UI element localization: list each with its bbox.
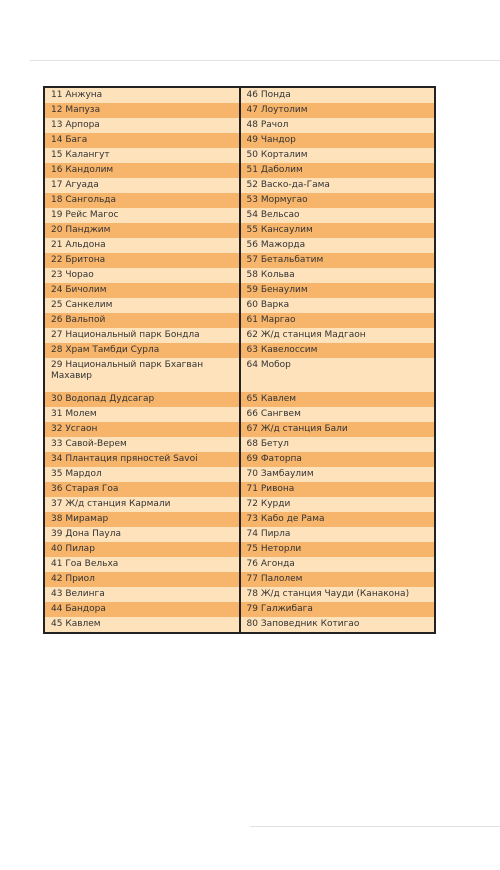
place-cell-left: 12 Мапуза <box>44 103 240 118</box>
table-row <box>44 437 435 452</box>
place-cell-right: 78 Ж/д станция Чауди (Канакона) <box>240 587 436 602</box>
place-cell-left: 44 Бандора <box>44 602 240 617</box>
place-cell-left: 37 Ж/д станция Кармали <box>44 497 240 512</box>
place-cell-left: 11 Анжуна <box>44 87 240 103</box>
place-cell-left: 20 Панджим <box>44 223 240 238</box>
table-row <box>44 87 435 103</box>
place-cell-left: 30 Водопад Дудсагар <box>44 392 240 407</box>
place-cell-left: 21 Альдона <box>44 238 240 253</box>
place-cell-right: 52 Васко-да-Гама <box>240 178 436 193</box>
table-row <box>44 298 435 313</box>
place-cell-right: 49 Чандор <box>240 133 436 148</box>
place-cell-left: 28 Храм Тамбди Сурла <box>44 343 240 358</box>
table-row <box>44 407 435 422</box>
table-row <box>44 148 435 163</box>
table-row <box>44 358 435 392</box>
place-cell-right: 70 Замбаулим <box>240 467 436 482</box>
place-cell-right: 50 Корталим <box>240 148 436 163</box>
place-cell-right: 59 Бенаулим <box>240 283 436 298</box>
table-row <box>44 602 435 617</box>
table-row <box>44 238 435 253</box>
place-cell-right: 64 Мобор <box>240 358 436 392</box>
place-cell-right: 80 Заповедник Котигао <box>240 617 436 633</box>
table-row <box>44 392 435 407</box>
place-cell-left: 14 Бага <box>44 133 240 148</box>
place-cell-right: 71 Ривона <box>240 482 436 497</box>
table-row <box>44 497 435 512</box>
table-row <box>44 178 435 193</box>
places-table-body <box>44 87 435 633</box>
place-cell-right: 63 Кавелоссим <box>240 343 436 358</box>
place-cell-right: 69 Фаторпа <box>240 452 436 467</box>
place-cell-left: 19 Рейс Магос <box>44 208 240 223</box>
place-cell-right: 46 Понда <box>240 87 436 103</box>
table-row <box>44 268 435 283</box>
place-cell-left: 15 Калангут <box>44 148 240 163</box>
place-cell-left: 31 Молем <box>44 407 240 422</box>
place-cell-right: 72 Курди <box>240 497 436 512</box>
place-cell-left: 22 Бритона <box>44 253 240 268</box>
place-cell-right: 56 Мажорда <box>240 238 436 253</box>
place-cell-right: 67 Ж/д станция Бали <box>240 422 436 437</box>
table-row <box>44 133 435 148</box>
table-row <box>44 313 435 328</box>
place-cell-left: 24 Бичолим <box>44 283 240 298</box>
table-row <box>44 482 435 497</box>
place-cell-right: 58 Кольва <box>240 268 436 283</box>
place-cell-right: 65 Кавлем <box>240 392 436 407</box>
place-cell-right: 57 Бетальбатим <box>240 253 436 268</box>
place-cell-left: 36 Старая Гоа <box>44 482 240 497</box>
place-cell-left: 26 Вальпой <box>44 313 240 328</box>
table-row <box>44 223 435 238</box>
place-cell-left: 43 Велинга <box>44 587 240 602</box>
place-cell-left: 18 Сангольда <box>44 193 240 208</box>
place-cell-left: 41 Гоа Вельха <box>44 557 240 572</box>
place-cell-right: 62 Ж/д станция Мадгаон <box>240 328 436 343</box>
table-row <box>44 283 435 298</box>
place-cell-right: 75 Неторли <box>240 542 436 557</box>
place-cell-right: 73 Кабо де Рама <box>240 512 436 527</box>
table-row <box>44 208 435 223</box>
place-cell-left: 25 Санкелим <box>44 298 240 313</box>
table-row <box>44 557 435 572</box>
place-cell-right: 55 Кансаулим <box>240 223 436 238</box>
table-row <box>44 343 435 358</box>
table-row <box>44 163 435 178</box>
place-cell-right: 54 Вельсао <box>240 208 436 223</box>
places-table <box>43 86 436 634</box>
place-cell-right: 66 Сангвем <box>240 407 436 422</box>
bottom-divider <box>250 826 500 827</box>
table-row <box>44 572 435 587</box>
place-cell-right: 61 Маргао <box>240 313 436 328</box>
place-cell-left: 29 Национальный парк Бхагван Махавир <box>44 358 240 392</box>
place-cell-left: 38 Мирамар <box>44 512 240 527</box>
place-cell-right: 53 Мормугао <box>240 193 436 208</box>
place-cell-right: 74 Пирла <box>240 527 436 542</box>
top-divider <box>30 60 500 61</box>
place-cell-left: 23 Чорао <box>44 268 240 283</box>
table-row <box>44 253 435 268</box>
place-cell-left: 40 Пилар <box>44 542 240 557</box>
place-cell-right: 60 Варка <box>240 298 436 313</box>
place-cell-left: 27 Национальный парк Бондла <box>44 328 240 343</box>
table-row <box>44 587 435 602</box>
place-cell-left: 16 Кандолим <box>44 163 240 178</box>
table-row <box>44 422 435 437</box>
place-cell-right: 68 Бетул <box>240 437 436 452</box>
place-cell-left: 35 Мардол <box>44 467 240 482</box>
place-cell-left: 45 Кавлем <box>44 617 240 633</box>
place-cell-left: 34 Плантация пряностей Savoi <box>44 452 240 467</box>
place-cell-left: 39 Дона Паула <box>44 527 240 542</box>
place-cell-left: 33 Савой-Верем <box>44 437 240 452</box>
place-cell-right: 79 Галжибага <box>240 602 436 617</box>
table-row <box>44 452 435 467</box>
table-row <box>44 103 435 118</box>
table-row <box>44 467 435 482</box>
place-cell-left: 17 Агуада <box>44 178 240 193</box>
place-cell-right: 51 Даболим <box>240 163 436 178</box>
place-cell-right: 77 Палолем <box>240 572 436 587</box>
table-row <box>44 527 435 542</box>
place-cell-right: 76 Агонда <box>240 557 436 572</box>
place-cell-right: 47 Лоутолим <box>240 103 436 118</box>
place-cell-right: 48 Рачол <box>240 118 436 133</box>
place-cell-left: 13 Арпора <box>44 118 240 133</box>
table-row <box>44 542 435 557</box>
place-cell-left: 32 Усгаон <box>44 422 240 437</box>
table-row <box>44 328 435 343</box>
table-row <box>44 512 435 527</box>
place-cell-left: 42 Приол <box>44 572 240 587</box>
table-row <box>44 617 435 633</box>
table-row <box>44 118 435 133</box>
table-row <box>44 193 435 208</box>
